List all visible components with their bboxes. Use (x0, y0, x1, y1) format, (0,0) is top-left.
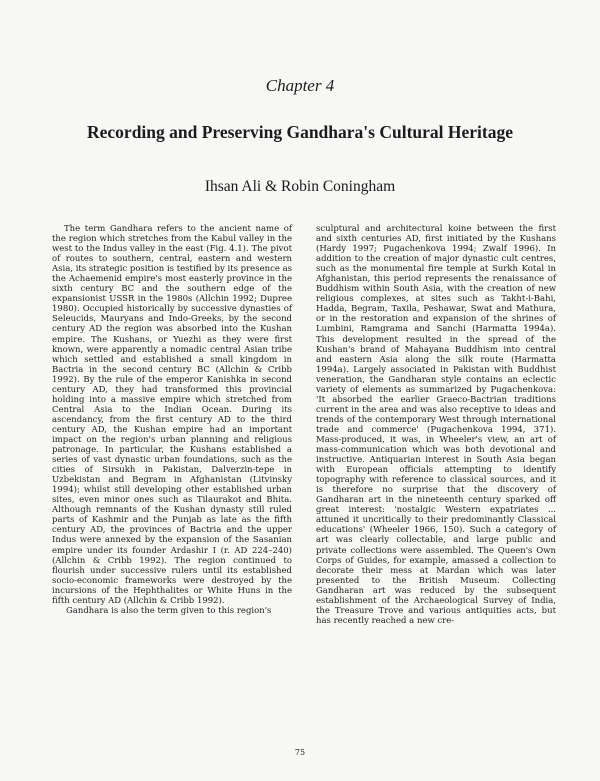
paragraph: sculptural and architectural koine between the first and sixth centuries AD, first initiated by the Kushans (Hardy 1997; Pugachenkova 1994; Zwalf 1996). In addition to the creation of major dynastic cult centres, such as the monumental fire temple at Surkh Kotal in Afghanistan, this period represents the renaissance of Buddhism within South Asia, with the creation of new religious complexes, at sites such as Takht-i-Bahi, Hadda, Begram, Taxila, Peshawar, Swat and Mathura, or in the restoration and expansion of the shrines of Lumbini, Ramgrama and Sanchi (Harmatta 1994a). This development resulted in the spread of the Kushan's brand of Mahayana Buddhism into central and eastern Asia along the silk route (Harmatta 1994a). Largely associated in Pakistan with Buddhist veneration, the Gandharan style contains an eclectic variety of elements as summarized by Pugachenkova: 'It absorbed the earlier Graeco-Bactrian traditions current in the area and was also receptive to ideas and trends of the contemporary West through international trade and commerce' (Pugachenkova 1994, 371). Mass-produced, it was, in Wheeler's view, an art of mass-communication which was both devotional and instructive. Antiquarian interest in South Asia began with European officials attempting to identify topography with reference to classical sources, and it is therefore no surprise that the discovery of Gandharan art in the nineteenth century sparked off great interest: 'nostalgic Western expatriates ... attuned it uncritically to their predominantly Classical educations' (Wheeler 1966, 150). Such a category of art was clearly collectable, and large public and private collections were assembled. The Queen's Own Corps of Guides, for example, amassed a collection to decorate their mess at Mardan which was later presented to the British Museum. Collecting Gandharan art was reduced by the subsequent establishment of the Archaeological Survey of India, the Treasure Trove and various antiquities acts, but has recently reached a new cre- (316, 224, 556, 626)
paragraph: The term Gandhara refers to the ancient name of the region which stretches from the Kabul valley in the west to the Indus valley in the east (Fig. 4.1). The pivot of routes to southern, central, eastern and western Asia, its strategic position is testified by its presence as the Achaemenid empire's most easterly province in the sixth century BC and the southern edge of the expansionist USSR in the 1980s (Allchin 1992; Dupree 1980). Occupied historically by successive dynasties of Seleucids, Mauryans and Indo-Greeks, by the second century AD the region was absorbed into the Kushan empire. The Kushans, or Yuezhi as they were first known, were apparently a nomadic central Asian tribe which settled and established a small kingdom in Bactria in the second century BC (Allchin & Cribb 1992). By the rule of the emperor Kanishka in second century AD, they had transformed this provincial holding into a massive empire which stretched from Central Asia to the Indian Ocean. During its ascendancy, from the first century AD to the third century AD, the Kushan empire had an important impact on the region's urban planning and religious patronage. In particular, the Kushans established a series of vast dynastic urban foundations, such as the cities of Sirsukh in Pakistan, Dalverzin-tepe in Uzbekistan and Begram in Afghanistan (Litvinsky 1994); whilst still developing other established urban sites, even minor ones such as Tilaurakot and Bhita. Although remnants of the Kushan dynasty still ruled parts of Kashmir and the Punjab as late as the fifth century AD, the provinces of Bactria and the upper Indus were annexed by the expansion of the Sasanian empire under its founder Ardashir I (r. AD 224–240) (Allchin & Cribb 1992). The region continued to flourish under successive rulers until its established socio-economic frameworks were destroyed by the incursions of the Hephthalites or White Huns in the fifth century AD (Allchin & Cribb 1992). (52, 224, 292, 606)
chapter-title: Recording and Preserving Gandhara's Cultural Heritage (87, 122, 513, 142)
authors: Ihsan Ali & Robin Coningham (204, 178, 396, 195)
right-column (316, 224, 556, 626)
page-number: 75 (294, 748, 306, 757)
chapter-label: Chapter 4 (265, 76, 335, 95)
paragraph: Gandhara is also the term given to this region's (66, 605, 272, 616)
left-column (52, 224, 292, 616)
